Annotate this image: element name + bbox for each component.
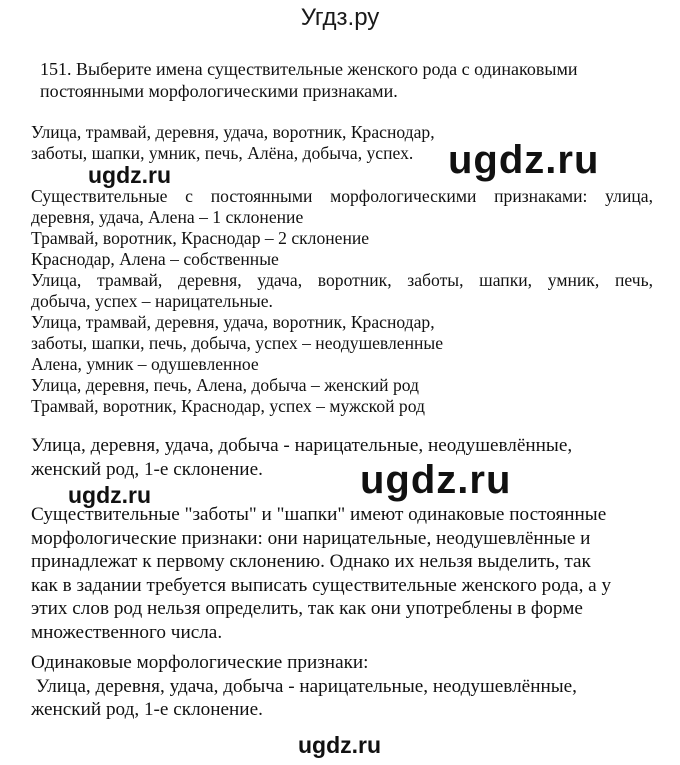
watermark-2: ugdz.ru: [88, 162, 172, 188]
explanation-line-6: множественного числа.: [31, 621, 223, 643]
summary-line-1: Улица, деревня, удача, добыча - нарицательные, неодушевлённые,: [31, 675, 577, 697]
analysis-line-10: Улица, деревня, печь, Алена, добыча – женский род: [31, 375, 419, 395]
answer-line-1: Улица, деревня, удача, добыча - нарицательные, неодушевлённые,: [31, 435, 573, 456]
answer-line-2: женский род, 1-е склонение.: [31, 458, 263, 480]
analysis-line-8: заботы, шапки, печь, добыча, успех – неодушевленные: [31, 333, 444, 353]
watermark-4: ugdz.ru: [68, 482, 152, 508]
analysis-line-3: Трамвай, воротник, Краснодар – 2 склонение: [31, 228, 370, 248]
watermark-1: ugdz.ru: [448, 138, 600, 182]
explanation-line-5: этих слов род нельзя определить, так как они употреблены в форме: [31, 598, 583, 619]
site-title: Угдз.ру: [300, 4, 380, 31]
watermark-5: ugdz.ru: [298, 732, 382, 758]
explanation-block: [31, 503, 611, 644]
task-line-2: постоянными морфологическими признаками.: [40, 81, 398, 101]
analysis-line-6: добыча, успех – нарицательные.: [31, 291, 273, 311]
summary-line-2: женский род, 1-е склонение.: [31, 699, 263, 720]
watermark-3: ugdz.ru: [360, 458, 512, 502]
analysis-line-11: Трамвай, воротник, Краснодар, успех – мужской род: [31, 396, 425, 416]
word-list-line-1: Улица, трамвай, деревня, удача, воротник, Краснодар,: [31, 122, 435, 142]
explanation-line-4: как в задании требуется выписать существительные женского рода, а у: [31, 574, 612, 596]
explanation-line-1: Существительные "заботы" и "шапки" имеют одинаковые постоянные: [31, 504, 607, 525]
explanation-line-3: принадлежат к первому склонению. Однако их нельзя выделить, так: [31, 551, 591, 572]
analysis-block: [31, 186, 653, 417]
summary-block: [31, 651, 577, 722]
word-list-line-2: заботы, шапки, умник, печь, Алёна, добыча, успех.: [31, 143, 414, 163]
analysis-line-2: деревня, удача, Алена – 1 склонение: [31, 207, 304, 227]
explanation-line-2: морфологические признаки: они нарицательные, неодушевлённые и: [31, 527, 591, 549]
analysis-line-4: Краснодар, Алена – собственные: [31, 249, 279, 269]
task-statement: [40, 58, 577, 102]
analysis-line-5: Улица, трамвай, деревня, удача, воротник, заботы, шапки, умник, печь,: [31, 270, 653, 290]
word-list: [31, 122, 435, 164]
task-line-1: 151. Выберите имена существительные женского рода с одинаковыми: [40, 59, 578, 79]
analysis-line-9: Алена, умник – одушевленное: [31, 354, 259, 374]
summary-heading: Одинаковые морфологические признаки:: [31, 652, 369, 673]
analysis-line-7: Улица, трамвай, деревня, удача, воротник, Краснодар,: [31, 312, 435, 332]
analysis-line-1: Существительные с постоянными морфологическими признаками: улица,: [31, 186, 653, 206]
